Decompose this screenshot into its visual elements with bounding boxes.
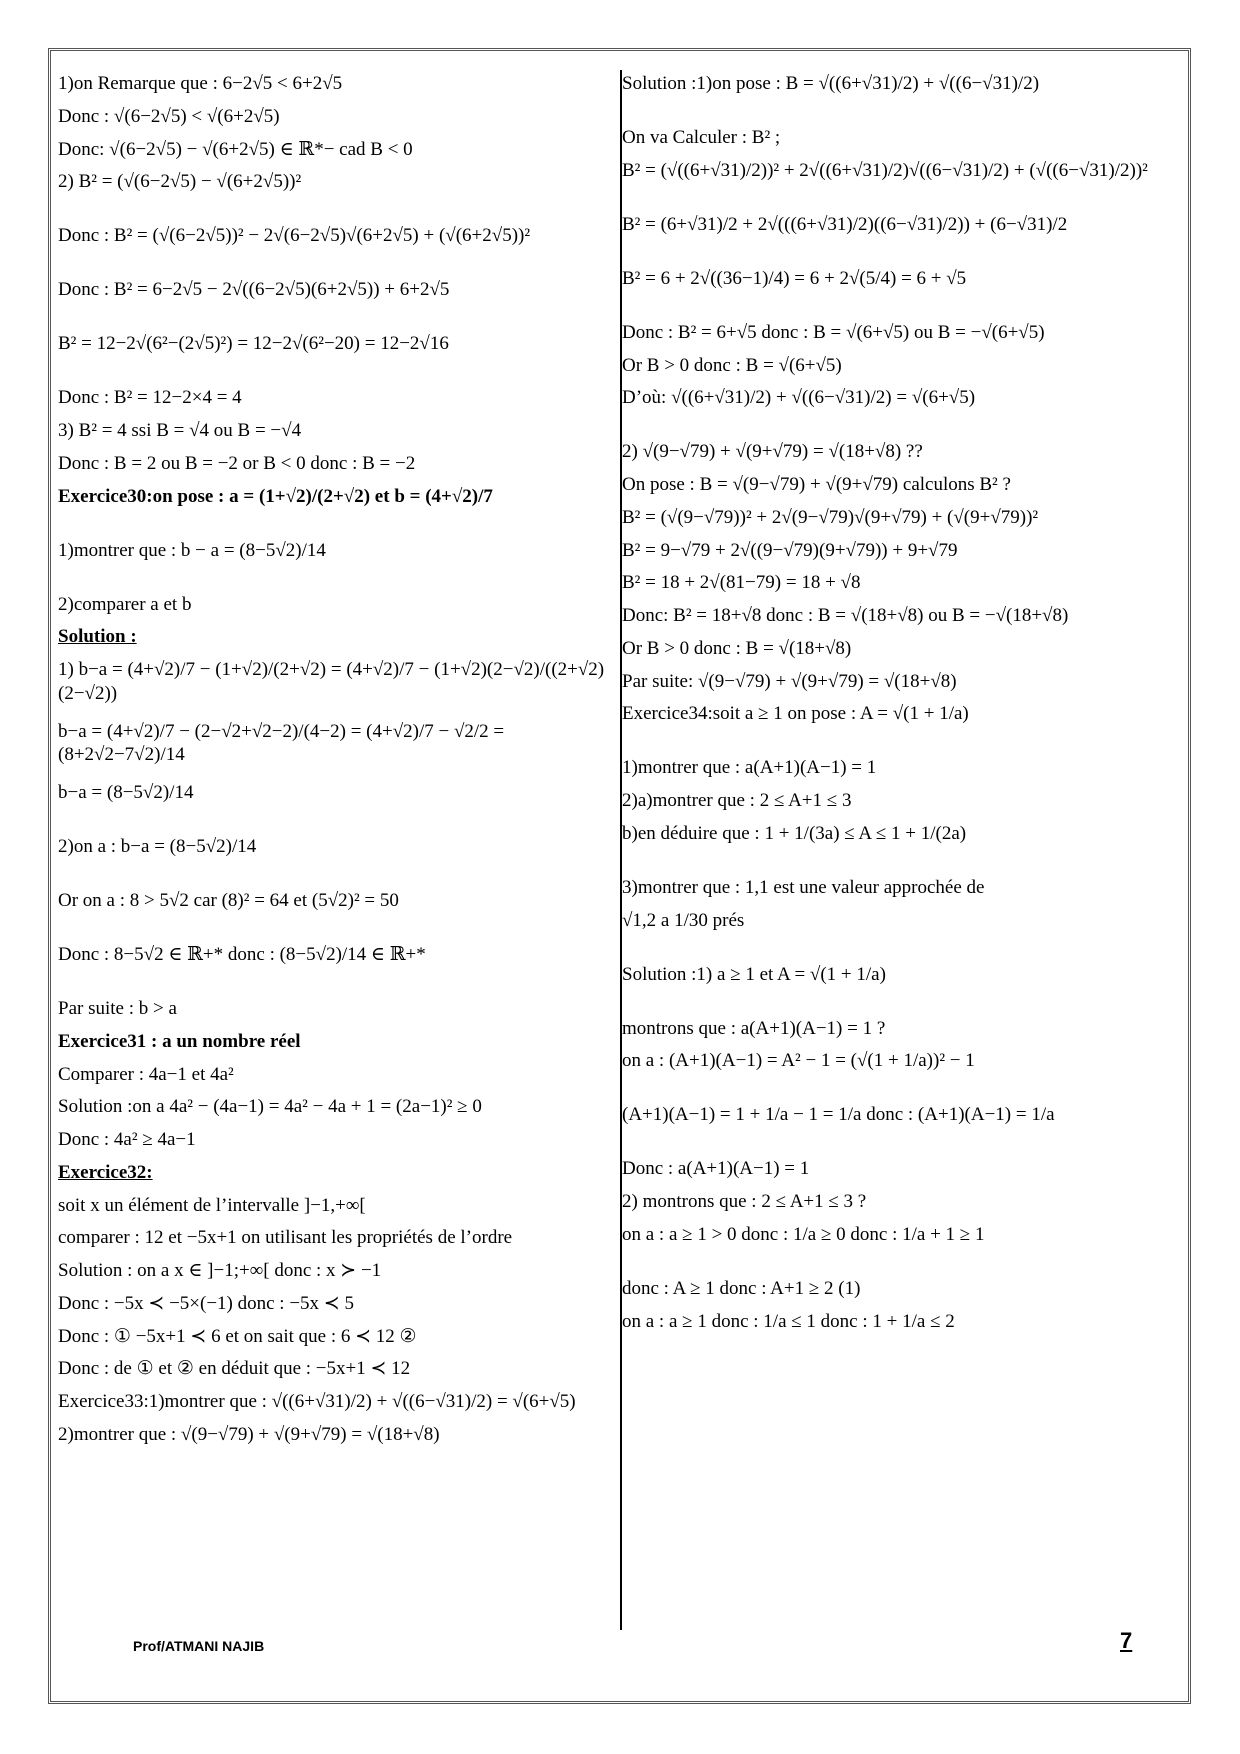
line: Or B > 0 donc : B = √(6+√5)	[622, 354, 842, 376]
solution-heading: Solution :1)on pose : B = √((6+√31)/2) + √((6−√31)/2)	[622, 73, 1040, 94]
line: 1) b−a = (4+√2)/7 − (1+√2)/(2+√2) = (4+√2)/7 − (1+√2)(2−√2)/((2+√2)(2−√2))	[58, 659, 605, 704]
line: 2)montrer que : √(9−√79) + √(9+√79) = √(18+√8)	[58, 1423, 440, 1445]
line: Solution : on a x ∈ ]−1;+∞[ donc : x ≻ −1	[58, 1260, 382, 1281]
line: Par suite : b > a	[58, 998, 177, 1019]
line: Donc : 4a² ≥ 4a−1	[58, 1129, 196, 1150]
line: On pose : B = √(9−√79) + √(9+√79) calculons B² ?	[622, 474, 1011, 495]
line: 1)montrer que : b − a = (8−5√2)/14	[58, 539, 326, 561]
line: 3) B² = 4 ssi B = √4 ou B = −√4	[58, 420, 302, 441]
line: Donc : −5x ≺ −5×(−1) donc : −5x ≺ 5	[58, 1292, 354, 1314]
line: 2)a)montrer que : 2 ≤ A+1 ≤ 3	[622, 790, 852, 811]
line: on a : a ≥ 1 > 0 donc : 1/a ≥ 0 donc : 1/a + 1 ≥ 1	[622, 1223, 985, 1245]
line: b−a = (8−5√2)/14	[58, 782, 194, 803]
line: B² = 18 + 2√(81−79) = 18 + √8	[622, 572, 861, 594]
line: B² = 6 + 2√((36−1)/4) = 6 + 2√(5/4) = 6 + √5	[622, 267, 967, 289]
line: 2) montrons que : 2 ≤ A+1 ≤ 3 ?	[622, 1191, 867, 1212]
line: comparer : 12 et −5x+1 on utilisant les propriétés de l’ordre	[58, 1227, 513, 1249]
line: soit x un élément de l’intervalle ]−1,+∞[	[58, 1194, 366, 1216]
line: 2)comparer a et b	[58, 593, 192, 615]
solution-heading: Solution :1) a ≥ 1 et A = √(1 + 1/a)	[622, 963, 886, 985]
line: on a : a ≥ 1 donc : 1/a ≤ 1 donc : 1 + 1/a ≤ 2	[622, 1310, 955, 1332]
line: Donc : √(6−2√5) < √(6+2√5)	[58, 105, 280, 127]
line: B² = (√(9−√79))² + 2√(9−√79)√(9+√79) + (√(9+√79))²	[622, 506, 1039, 528]
line: On va Calculer : B² ;	[622, 127, 781, 148]
line: 2) √(9−√79) + √(9+√79) = √(18+√8) ??	[622, 441, 923, 463]
line: Par suite: √(9−√79) + √(9+√79) = √(18+√8)	[622, 670, 957, 692]
line: B² = (6+√31)/2 + 2√(((6+√31)/2)((6−√31)/2)) + (6−√31)/2	[622, 213, 1068, 235]
line: montrons que : a(A+1)(A−1) = 1 ?	[622, 1017, 886, 1039]
line: b)en déduire que : 1 + 1/(3a) ≤ A ≤ 1 + 1/(2a)	[622, 822, 967, 844]
line: Donc : B² = 6−2√5 − 2√((6−2√5)(6+2√5)) + 6+2√5	[58, 279, 450, 301]
line: Or on a : 8 > 5√2 car (8)² = 64 et (5√2)² = 50	[58, 890, 399, 911]
line: √1,2 a 1/30 prés	[622, 909, 745, 931]
right-column	[622, 72, 1170, 1364]
line: Donc : B² = 6+√5 donc : B = √(6+√5) ou B = −√(6+√5)	[622, 321, 1045, 343]
line: on a : (A+1)(A−1) = A² − 1 = (√(1 + 1/a))² − 1	[622, 1050, 975, 1072]
line: b−a = (4+√2)/7 − (2−√2+√2−2)/(4−2) = (4+√2)/7 − √2/2 = (8+2√2−7√2)/14	[58, 720, 505, 766]
line: 2)on a : b−a = (8−5√2)/14	[58, 836, 257, 857]
line: 3)montrer que : 1,1 est une valeur approchée de	[622, 876, 985, 898]
left-column	[58, 72, 606, 1456]
line: Or B > 0 donc : B = √(18+√8)	[622, 637, 852, 659]
line: Donc : B = 2 ou B = −2 or B < 0 donc : B = −2	[58, 452, 416, 474]
exercise-heading: Exercice34:soit a ≥ 1 on pose : A = √(1 + 1/a)	[622, 703, 969, 725]
line: Donc : B² = (√(6−2√5))² − 2√(6−2√5)√(6+2√5) + (√(6+2√5))²	[58, 225, 531, 247]
line: Donc : ① −5x+1 ≺ 6 et on sait que : 6 ≺ 12 ②	[58, 1325, 417, 1347]
line: 1)montrer que : a(A+1)(A−1) = 1	[622, 757, 877, 779]
line: (A+1)(A−1) = 1 + 1/a − 1 = 1/a donc : (A+1)(A−1) = 1/a	[622, 1104, 1055, 1126]
line: Donc: B² = 18+√8 donc : B = √(18+√8) ou B = −√(18+√8)	[622, 605, 1069, 626]
line: Solution :on a 4a² − (4a−1) = 4a² − 4a + 1 = (2a−1)² ≥ 0	[58, 1096, 482, 1118]
line: donc : A ≥ 1 donc : A+1 ≥ 2 (1)	[622, 1277, 861, 1299]
exercise-heading: Exercice32:	[58, 1161, 153, 1183]
exercise-heading: Exercice33:1)montrer que : √((6+√31)/2) + √((6−√31)/2) = √(6+√5)	[58, 1391, 576, 1412]
line: Donc : a(A+1)(A−1) = 1	[622, 1158, 810, 1180]
line: B² = 12−2√(6²−(2√5)²) = 12−2√(6²−20) = 12−2√16	[58, 333, 449, 355]
footer-author: Prof/ATMANI NAJIB	[133, 1638, 265, 1654]
line: Donc: √(6−2√5) − √(6+2√5) ∈ ℝ*− cad B < 0	[58, 138, 413, 160]
solution-heading: Solution :	[58, 626, 137, 648]
line: D’où: √((6+√31)/2) + √((6−√31)/2) = √(6+√5)	[622, 387, 976, 409]
page-number: 7	[1120, 1628, 1133, 1653]
line: Donc : de ① et ② en déduit que : −5x+1 ≺ 12	[58, 1358, 411, 1380]
exercise-heading: Exercice31 : a un nombre réel	[58, 1030, 301, 1052]
exercise-heading: Exercice30:on pose : a = (1+√2)/(2+√2) et b = (4+√2)/7	[58, 485, 493, 507]
line: Donc : 8−5√2 ∈ ℝ+* donc : (8−5√2)/14 ∈ ℝ+*	[58, 944, 426, 965]
line: 2) B² = (√(6−2√5) − √(6+2√5))²	[58, 171, 302, 193]
line: B² = 9−√79 + 2√((9−√79)(9+√79)) + 9+√79	[622, 539, 958, 561]
line: Comparer : 4a−1 et 4a²	[58, 1063, 234, 1085]
line: B² = (√((6+√31)/2))² + 2√((6+√31)/2)√((6−√31)/2) + (√((6−√31)/2))²	[622, 159, 1148, 181]
line: 1)on Remarque que : 6−2√5 < 6+2√5	[58, 73, 343, 94]
line: Donc : B² = 12−2×4 = 4	[58, 387, 242, 409]
